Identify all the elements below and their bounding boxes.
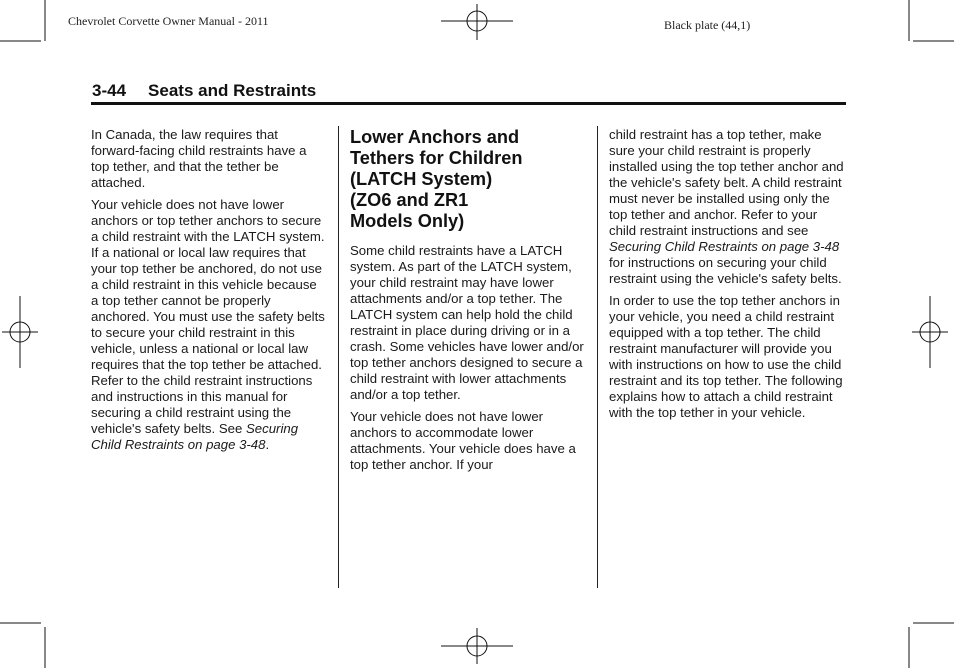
heading-line: (ZO6 and ZR1 (350, 190, 469, 210)
column-2 (350, 127, 590, 479)
plate-label: Black plate (44,1) (664, 18, 751, 32)
paragraph-end: for instructions on securing your child restraint using the vehicle's safety belts. (609, 255, 842, 286)
registration-mark-left (2, 296, 38, 368)
column-1 (91, 127, 327, 459)
paragraph: In Canada, the law requires that forward-facing child restraints have a top tether, and that the tether be attached. (91, 127, 307, 190)
paragraph-text: Your vehicle does not have lower anchors or top tether anchors to secure a child restraint with the LATCH system. If a national or local law requires that your top tether be anchored, do not use a child restraint in this vehicle because a top tether cannot be properly anchored. You must use the safety belts to secure your child restraint in this vehicle, unless a national or local law requires that the top tether be attached. Refer to the child restraint instructions and instructions in this manual for securing a child restraint using the vehicle's safety belts. See (91, 197, 325, 436)
page-header (92, 81, 316, 101)
column-divider-2 (597, 126, 598, 588)
paragraph: Some child restraints have a LATCH system. As part of the LATCH system, your child restraint may have lower attachments and/or a top tether. The LATCH system can help hold the child restraint in place during driving or in a crash. Some vehicles have lower and/or top tether anchors designed to secure a child restraint with lower attachments and/or a top tether. (350, 243, 584, 402)
header-rule (91, 102, 846, 105)
paragraph: In order to use the top tether anchors in your vehicle, you need a child restraint equipped with a top tether. The child restraint manufacturer will provide you with instructions on how to use the child restraint and its top tether. The following explains how to attach a child restraint with the top tether in your vehicle. (609, 293, 843, 420)
column-divider-1 (338, 126, 339, 588)
section-heading (350, 127, 590, 232)
paragraph-end: . (265, 437, 270, 452)
manual-title: Chevrolet Corvette Owner Manual - 2011 (68, 14, 269, 28)
paragraph (609, 127, 845, 287)
heading-line: (LATCH System) (350, 169, 493, 189)
registration-mark-bottom (441, 628, 513, 664)
paragraph-text: child restraint has a top tether, make sure your child restraint is properly installed using the top tether anchor and the vehicle's safety belt. A child restraint must never be installed using only the top tether and anchor. Refer to your child restraint instructions and see (609, 127, 844, 238)
heading-line: Models Only) (350, 211, 465, 231)
cross-reference-link[interactable]: Securing Child Restraints on page 3-48 (91, 421, 299, 452)
paragraph: Your vehicle does not have lower anchors to accommodate lower attachments. Your vehicle does have a top tether anchor. If your (350, 409, 576, 472)
page-number: 3-44 (92, 81, 127, 100)
column-3 (609, 127, 845, 427)
registration-mark-top (441, 4, 513, 40)
heading-line: Tethers for Children (350, 148, 523, 168)
heading-line: Lower Anchors and (350, 127, 520, 147)
registration-mark-right (912, 296, 948, 368)
section-title: Seats and Restraints (148, 81, 317, 100)
paragraph (91, 197, 327, 453)
cross-reference-link[interactable]: Securing Child Restraints on page 3-48 (609, 239, 840, 254)
